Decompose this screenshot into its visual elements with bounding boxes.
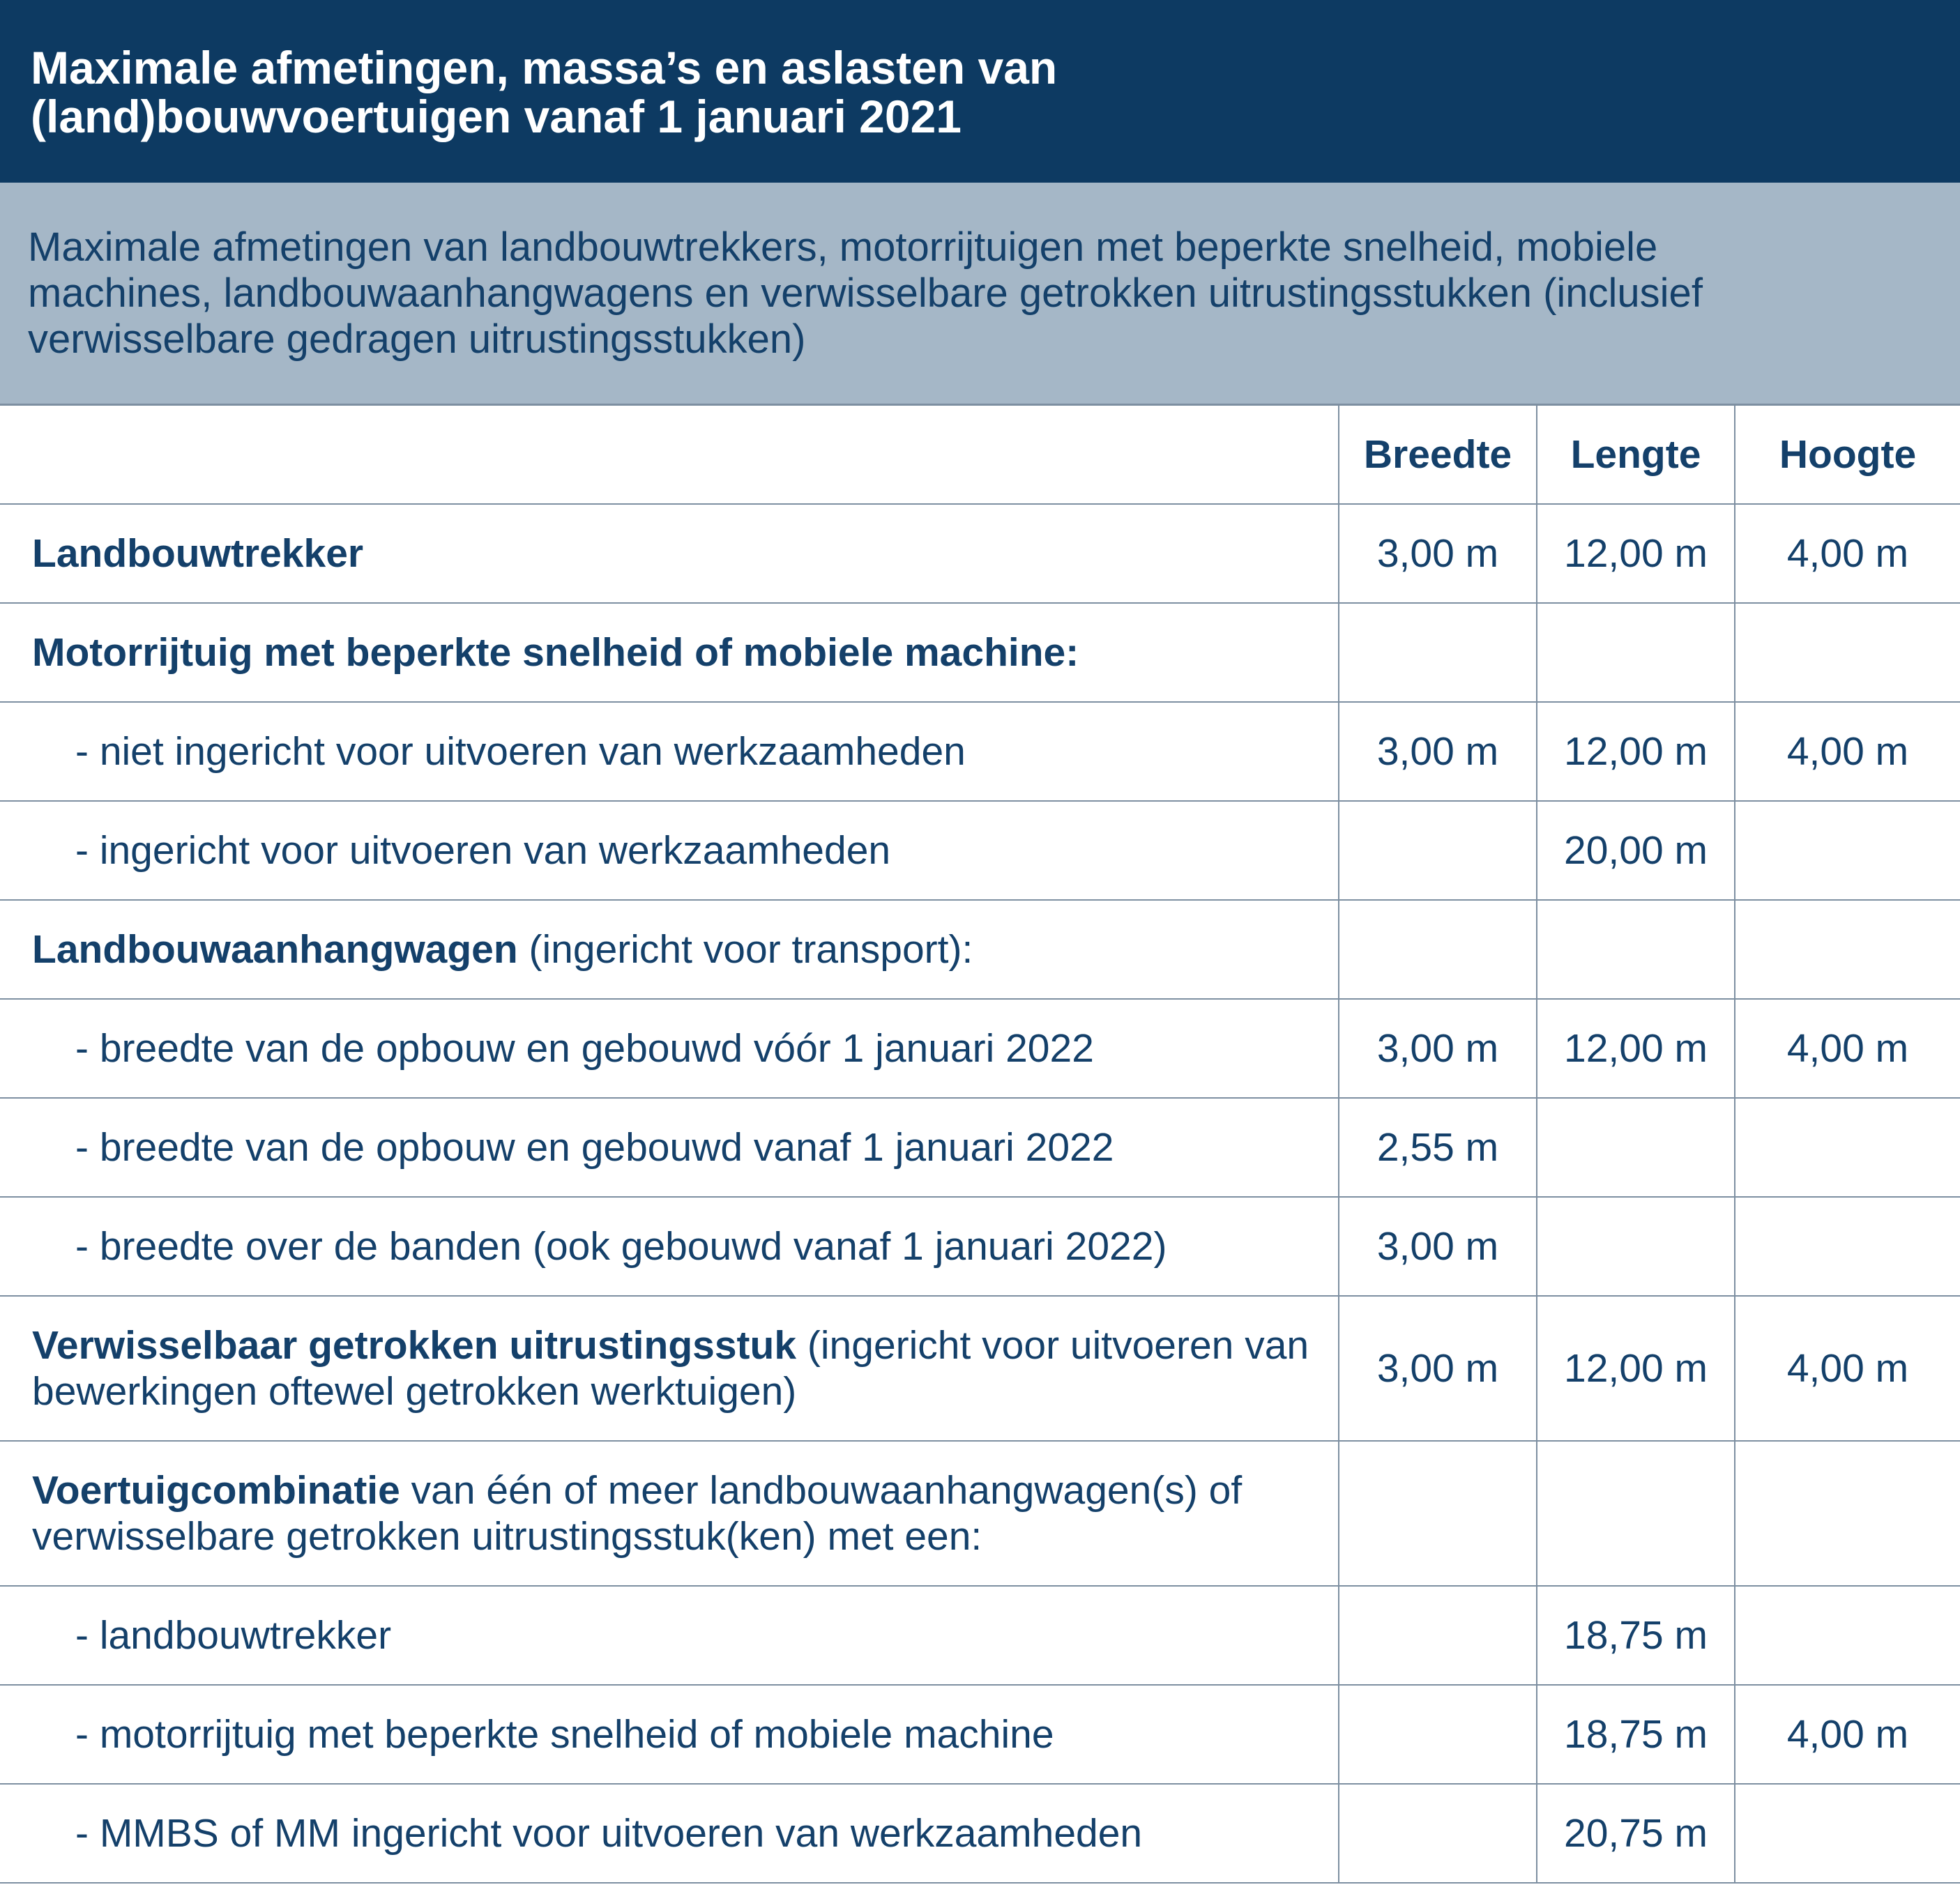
cell-lengte: 18,75 m [1537,1586,1735,1685]
row-label [0,801,1339,900]
row-label-text: (ingericht voor uitvoeren van bewerkingen oftewel getrokken werktuigen) [32,1323,1309,1414]
row-label [0,1586,1339,1685]
table-row [0,1441,1960,1586]
cell-breedte [1339,1441,1537,1586]
cell-lengte [1537,603,1735,702]
row-label-bold: Voertuigcombinatie [32,1468,400,1513]
row-label [0,1685,1339,1784]
cell-lengte: 18,75 m [1537,1685,1735,1784]
table-row [0,504,1960,603]
cell-lengte [1537,1441,1735,1586]
title-line-1: Maximale afmetingen, massa’s en aslasten van [31,42,1058,93]
cell-breedte [1339,603,1537,702]
row-label [0,1441,1339,1586]
title-banner [0,0,1960,183]
page-title [31,43,1929,141]
row-label-text: - MMBS of MM ingericht voor uitvoeren van werkzaamheden [75,1811,1143,1856]
cell-hoogte [1735,900,1960,999]
row-label-text: (ingericht voor transport): [517,927,973,972]
cell-lengte: 12,00 m [1537,702,1735,801]
column-header-hoogte: Hoogte [1735,406,1960,504]
cell-lengte: 20,75 m [1537,1784,1735,1883]
row-label [0,900,1339,999]
table-row [0,1784,1960,1883]
subtitle-banner [0,183,1960,406]
row-label-text: - niet ingericht voor uitvoeren van werkzaamheden [75,729,966,774]
table-row [0,1586,1960,1685]
table-row [0,801,1960,900]
subtitle-line-3: verwisselbare gedragen uitrustingsstukken) [28,316,806,362]
cell-breedte: 3,00 m [1339,1197,1537,1296]
row-label-bold: Landbouwaanhangwagen [32,927,518,972]
cell-breedte: 3,00 m [1339,702,1537,801]
row-label-text: - ingericht voor uitvoeren van werkzaamheden [75,828,891,873]
cell-breedte [1339,1586,1537,1685]
cell-breedte: 2,55 m [1339,1098,1537,1197]
subtitle-line-1: Maximale afmetingen van landbouwtrekkers, motorrijtuigen met beperkte snelheid, mobiele [28,224,1658,270]
cell-hoogte [1735,1098,1960,1197]
cell-breedte [1339,1685,1537,1784]
cell-breedte [1339,900,1537,999]
cell-lengte: 12,00 m [1537,999,1735,1098]
table-row [0,1296,1960,1441]
row-label [0,1197,1339,1296]
row-label [0,702,1339,801]
cell-hoogte [1735,1586,1960,1685]
column-header-lengte: Lengte [1537,406,1735,504]
table-row [0,603,1960,702]
cell-hoogte: 4,00 m [1735,504,1960,603]
cell-breedte: 3,00 m [1339,1296,1537,1441]
cell-breedte [1339,801,1537,900]
cell-hoogte [1735,1784,1960,1883]
row-label [0,603,1339,702]
table-row [0,900,1960,999]
table-row [0,1098,1960,1197]
cell-lengte [1537,1197,1735,1296]
table-row [0,1197,1960,1296]
row-label [0,1098,1339,1197]
table-row [0,999,1960,1098]
column-header-breedte: Breedte [1339,406,1537,504]
title-line-2: (land)bouwvoertuigen vanaf 1 januari 2021 [31,91,962,142]
cell-lengte: 12,00 m [1537,1296,1735,1441]
cell-hoogte: 4,00 m [1735,1296,1960,1441]
table-row [0,1685,1960,1784]
cell-hoogte: 4,00 m [1735,999,1960,1098]
row-label-text: - breedte over de banden (ook gebouwd vanaf 1 januari 2022) [75,1224,1167,1269]
cell-hoogte: 4,00 m [1735,702,1960,801]
cell-hoogte: 4,00 m [1735,1685,1960,1784]
row-label-bold: Verwisselbaar getrokken uitrustingsstuk [32,1323,797,1368]
row-label-text: - motorrijtuig met beperkte snelheid of mobiele machine [75,1712,1054,1757]
cell-lengte [1537,1098,1735,1197]
row-label-text: - landbouwtrekker [75,1613,392,1658]
cell-breedte: 3,00 m [1339,999,1537,1098]
cell-lengte [1537,900,1735,999]
row-label-bold: Landbouwtrekker [32,531,364,576]
subtitle [28,224,1929,362]
row-label-bold: Motorrijtuig met beperkte snelheid of mobiele machine: [32,630,1079,675]
row-label [0,1784,1339,1883]
subtitle-line-2: machines, landbouwaanhangwagens en verwisselbare getrokken uitrustingsstukken (inclusief [28,270,1703,316]
row-label [0,504,1339,603]
cell-breedte: 3,00 m [1339,504,1537,603]
cell-hoogte [1735,1197,1960,1296]
row-label-text: - breedte van de opbouw en gebouwd vanaf 1 januari 2022 [75,1125,1114,1170]
cell-hoogte [1735,1441,1960,1586]
row-label-text: - breedte van de opbouw en gebouwd vóór 1 januari 2022 [75,1026,1094,1071]
table-row [0,702,1960,801]
cell-lengte: 20,00 m [1537,801,1735,900]
row-label [0,999,1339,1098]
row-label [0,1296,1339,1441]
table-header-row [0,406,1960,504]
cell-lengte: 12,00 m [1537,504,1735,603]
row-label-text: van één of meer landbouwaanhangwagen(s) of verwisselbare getrokken uitrustingsstuk(ken) met een: [32,1468,1243,1559]
cell-breedte [1339,1784,1537,1883]
cell-hoogte [1735,603,1960,702]
dimensions-table [0,406,1960,1884]
header-empty-cell [0,406,1339,504]
cell-hoogte [1735,801,1960,900]
